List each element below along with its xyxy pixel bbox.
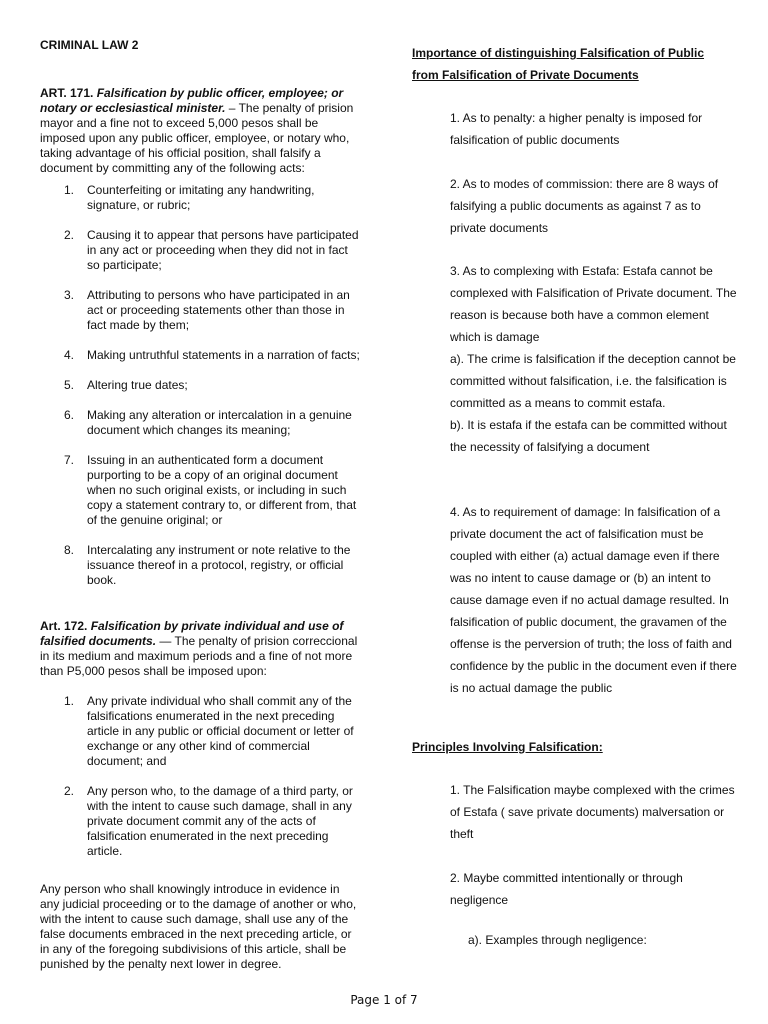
article-171 <box>40 86 362 588</box>
list-item: 4. Making untruthful statements in a narration of facts; <box>64 348 360 362</box>
list-item: 8. Intercalating any instrument or note relative to the issuance thereof in a protocol, registry, or official book. <box>64 543 351 587</box>
importance-point-penalty: 1. As to penalty: a higher penalty is imposed for falsification of public documents <box>450 111 703 147</box>
estafa-sub-b: b). It is estafa if the estafa can be committed without the necessity of falsifying a document <box>450 418 727 454</box>
estafa-sub-a: a). The crime is falsification if the deception cannot be committed without falsification, i.e. the falsification is committed as a means to commit estafa. <box>450 352 736 410</box>
article-171-title: Falsification by public officer, employee; or notary or ecclesiastical minister. <box>40 86 344 115</box>
right-column <box>412 42 742 947</box>
article-171-paragraph <box>40 86 362 176</box>
article-172-label: Art. 172. <box>40 619 88 633</box>
article-172 <box>40 619 362 859</box>
list-item: 2. Causing it to appear that persons have participated in any act or proceeding when they did not in fact so participate; <box>64 228 359 272</box>
list-item: 1. Counterfeiting or imitating any handwriting, signature, or rubric; <box>64 183 315 212</box>
importance-point-estafa <box>450 260 740 458</box>
page-number: Page 1 of 7 <box>350 993 418 1007</box>
section-heading-principles: Principles Involving Falsification: <box>412 740 603 754</box>
document-title: CRIMINAL LAW 2 <box>40 38 139 52</box>
article-172-title: Falsification by private individual and use of falsified documents. <box>40 619 344 648</box>
importance-point-damage: 4. As to requirement of damage: In falsification of a private document the act of falsification must be coupled with either (a) actual damage even if there was no intent to cause damage or (b) an intent to cause damage even if no actual damage resulted. In falsification of public document, the gravamen of the offense is the perversion of truth; the loss of faith and confidence by the public in the document even if there is no actual damage the public <box>450 505 737 695</box>
list-item: 7. Issuing in an authenticated form a document purporting to be a copy of an original document when no such original exists, or including in such copy a statement contrary to, or different from, that of the genuine original; or <box>64 453 357 527</box>
list-item: 3. Attributing to persons who have participated in an act or proceeding statements other than those in fact made by them; <box>64 288 350 332</box>
principle-negligence-examples: a). Examples through negligence: <box>468 933 647 947</box>
article-171-label: ART. 171. <box>40 86 94 100</box>
article-172-intro: — The penalty of prision correccional in its medium and maximum periods and a fine of not more than P5,000 pesos shall be imposed upon: <box>40 634 358 678</box>
section-heading-importance-line1: Importance of distinguishing Falsification of Public <box>412 46 705 60</box>
article-171-intro: – The penalty of prision mayor and a fine not to exceed 5,000 pesos shall be imposed upon any public officer, employee, or notary who, taking advantage of his official position, shall falsify a document by committing any of the following acts: <box>40 101 354 175</box>
list-item: 1. Any private individual who shall commit any of the falsifications enumerated in the next preceding article in any public or official document or letter of exchange or any other kind of commercial document; and <box>64 694 354 768</box>
article-172-items-list <box>40 694 362 859</box>
list-item: 6. Making any alteration or intercalation in a genuine document which changes its meaning; <box>64 408 352 437</box>
article-172-paragraph <box>40 619 362 679</box>
principle-negligence: 2. Maybe committed intentionally or through negligence <box>450 871 683 907</box>
list-item: 2. Any person who, to the damage of a third party, or with the intent to cause such damage, shall in any private document commit any of the acts of falsification enumerated in the next preceding article. <box>64 784 353 858</box>
list-item: 5. Altering true dates; <box>64 378 188 392</box>
principle-complexing: 1. The Falsification maybe complexed with the crimes of Estafa ( save private documents) malversation or theft <box>450 783 735 841</box>
article-172-closing: Any person who shall knowingly introduce in evidence in any judicial proceeding or to the damage of another or who, with the intent to cause such damage, shall use any of the false documents embraced in the next preceding article, or in any of the foregoing subdivisions of this article, shall be punished by the penalty next lower in degree. <box>40 882 357 971</box>
left-column <box>40 34 370 971</box>
section-heading-importance-line2: from Falsification of Private Documents <box>412 68 639 82</box>
article-171-acts-list <box>40 183 362 588</box>
estafa-main-text: 3. As to complexing with Estafa: Estafa cannot be complexed with Falsification of Private document. The reason is because both have a common element which is damage <box>450 264 737 344</box>
importance-point-modes: 2. As to modes of commission: there are 8 ways of falsifying a public documents as against 7 as to private documents <box>450 177 719 235</box>
